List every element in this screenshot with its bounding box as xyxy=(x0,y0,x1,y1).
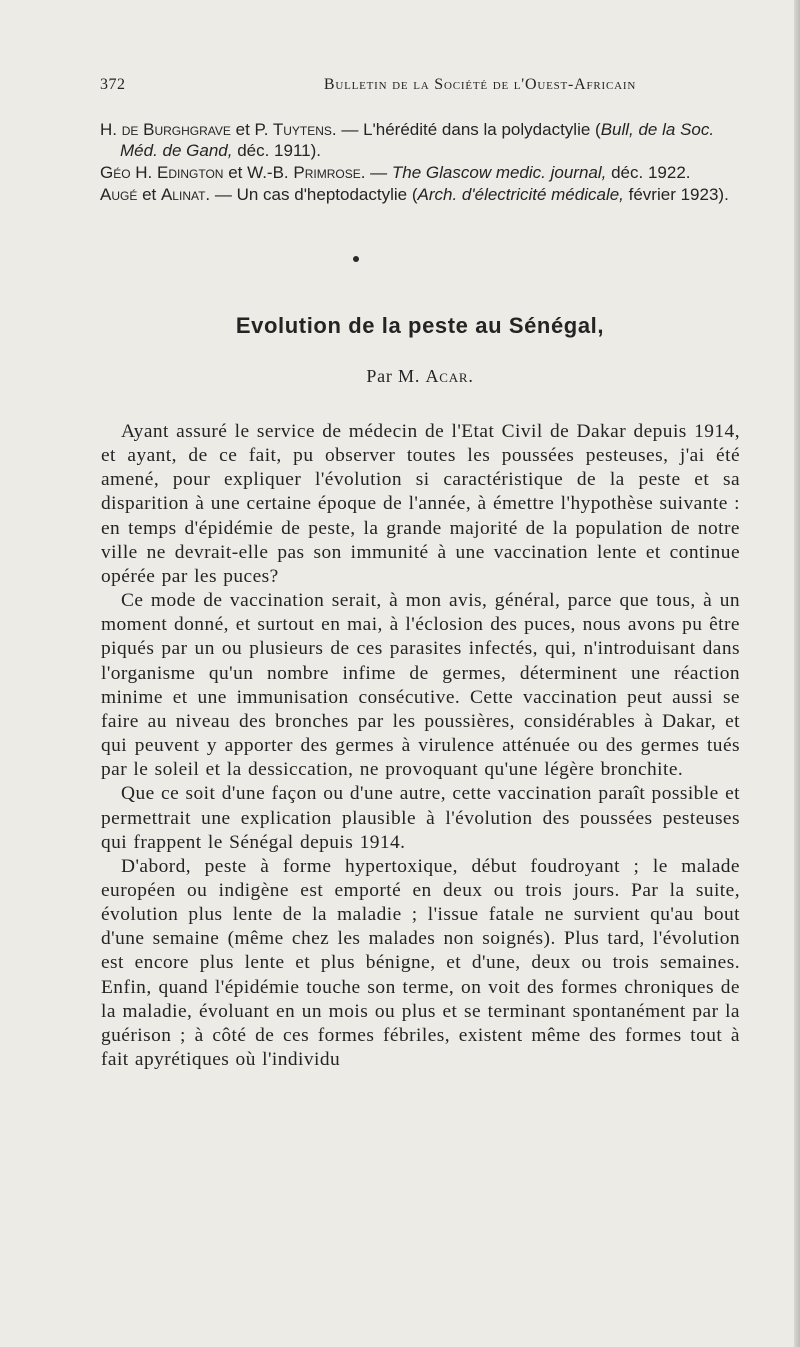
reference-item xyxy=(100,184,740,205)
body-paragraph: Ce mode de vaccination serait, à mon avis, général, parce que tous, à un moment donné, et surtout en mai, à l'éclosion des puces, nous avons pu être piqués par un ou plusieurs de ces parasites infectés, qui, n'introduisant dans l'organisme qu'un nombre infime de germes, déterminent une réaction minime et une immunisation consécutive. Cette vaccination peut aussi se faire au niveau des bronches par les poussières, considérables à Dakar, et qui peuvent y apporter des germes à virulence atténuée ou des germes tués par le soleil et la dessiccation, ne provoquant qu'une légère bronchite. xyxy=(101,590,740,781)
reference-date: février 1923). xyxy=(623,185,729,204)
reference-source: Bull, de la Soc. Méd. de Gand, xyxy=(120,120,715,160)
reference-text: — xyxy=(365,163,392,182)
reference-date: déc. 1922. xyxy=(606,163,691,182)
reference-text: — L'hérédité dans la polydactylie ( xyxy=(336,120,601,139)
reference-coauthors: W.-B. Primrose. xyxy=(247,163,366,182)
byline-prefix: Par M. xyxy=(366,366,426,386)
reference-conjunction: et xyxy=(137,185,161,204)
body-paragraph: D'abord, peste à forme hypertoxique, début foudroyant ; le malade européen ou indigène est emporté en deux ou trois jours. Par la suite, évolution plus lente de la maladie ; l'issue fatale ne survient qu'au bout d'une semaine (même chez les malades non soignés). Plus tard, l'évolution est encore plus lente et plus bénigne, et d'une, deux ou trois semaines. Enfin, quand l'épidémie touche son terme, on voit des formes chroniques de la maladie, évoluant en un mois ou plus et se terminant spontanément par la guérison ; à côté de ces formes fébriles, existent même des formes tout à fait apyrétiques où l'individu xyxy=(101,855,740,1071)
body-paragraph: Que ce soit d'une façon ou d'une autre, cette vaccination paraît possible et permettrait une explication plausible à l'évolution des poussées pesteuses qui frappent le Sénégal depuis 1914. xyxy=(101,783,740,853)
article-body xyxy=(101,420,740,1072)
page-edge-shadow xyxy=(794,0,800,1347)
body-paragraph: Ayant assuré le service de médecin de l'Etat Civil de Dakar depuis 1914, et ayant, de ce fait, pu observer toutes les poussées pesteuses, j'ai été amené, pour expliquer l'évolution si caractéristique de la peste et sa disparition à une certaine époque de l'année, à émettre l'hypothèse suivante : en temps d'épidémie de peste, la grande majorité de la population de notre ville ne devrait-elle pas son immunité à une vaccination lente et continue opérée par les puces? xyxy=(101,421,740,587)
reference-conjunction: et xyxy=(230,120,255,139)
reference-coauthors: P. Tuytens. xyxy=(254,120,337,139)
section-separator-dot xyxy=(353,256,359,262)
reference-item xyxy=(100,119,740,161)
reference-list xyxy=(100,119,740,206)
reference-source: Arch. d'électricité médicale, xyxy=(417,185,624,204)
reference-source: The Glascow medic. journal, xyxy=(391,163,607,182)
reference-authors: Augé xyxy=(100,185,138,204)
article-byline xyxy=(100,366,740,387)
reference-conjunction: et xyxy=(223,163,248,182)
reference-date: déc. 1911). xyxy=(232,141,321,160)
page-number: 372 xyxy=(100,76,126,93)
journal-title: Bulletin de la Société de l'Ouest-Africain xyxy=(323,76,637,93)
article-title: Evolution de la peste au Sénégal, xyxy=(235,313,605,338)
reference-text: — Un cas d'heptodactylie ( xyxy=(210,185,418,204)
reference-authors: H. de Burghgrave xyxy=(100,120,231,139)
author-name: Acar. xyxy=(425,366,474,386)
running-head xyxy=(100,76,740,100)
reference-coauthors: Alinat. xyxy=(160,185,211,204)
reference-item xyxy=(100,162,740,183)
reference-authors: Géo H. Edington xyxy=(100,163,224,182)
